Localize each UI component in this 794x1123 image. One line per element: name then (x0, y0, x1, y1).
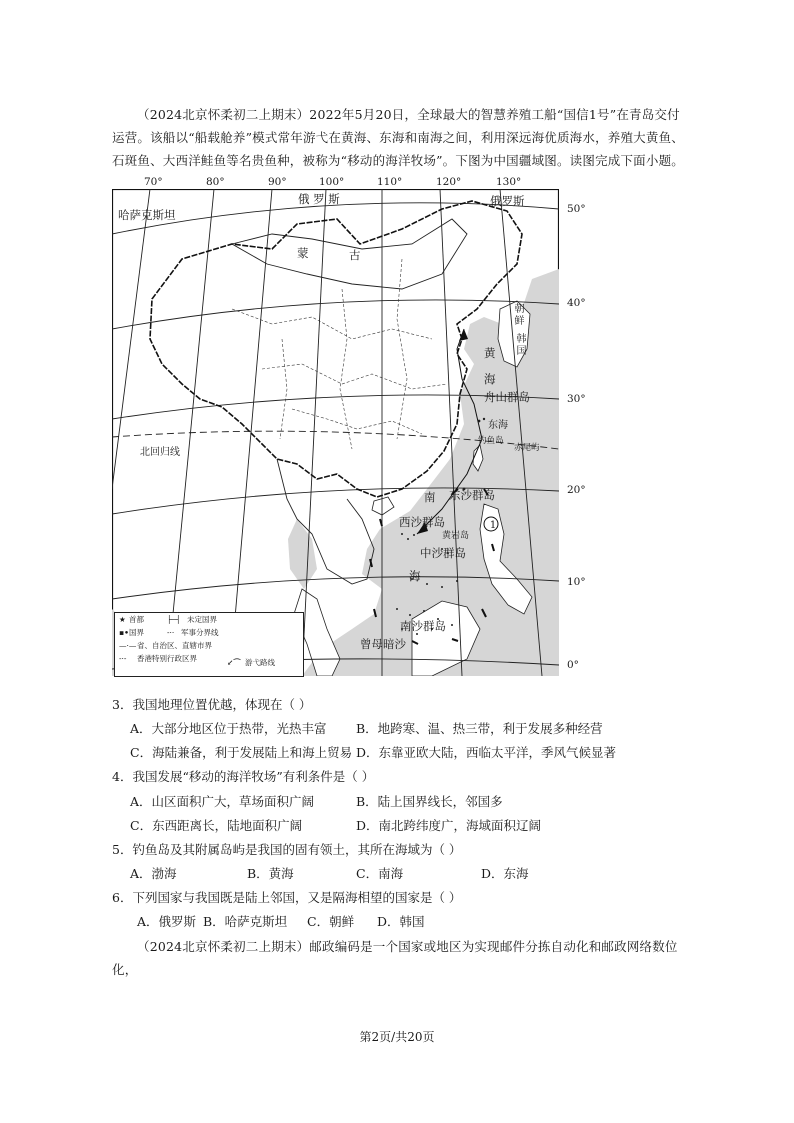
question-4-option-c: C．东西距离长，陆地面积广阔 (130, 818, 303, 833)
legend-hk: 香港特别行政区界 (137, 654, 197, 663)
label-zengmu: 曾母暗沙 (360, 637, 406, 651)
legend-hk-icon: -·- (119, 654, 127, 663)
label-dongsha: 东沙群岛 (449, 488, 495, 502)
lat-label-10: 10° (567, 576, 586, 588)
label-yellow-sea-1: 黄 (484, 346, 496, 360)
lon-label-100: 100° (319, 176, 345, 188)
page-footer: 第2页/共20页 (359, 1030, 435, 1044)
label-mongolia-2: 古 (349, 248, 361, 262)
question-4-option-d: D．南北跨纬度广，海域面积辽阔 (356, 818, 542, 833)
question-5-stem: 5．钓鱼岛及其附属岛屿是我国的固有领土，其所在海域为（ ） (112, 842, 462, 857)
legend-provincial: 省、自治区、直辖市界 (137, 641, 212, 650)
legend-undetermined: 未定国界 (187, 615, 217, 624)
question-3-option-b: B．地跨寒、温、热三带，利于发展多种经营 (356, 721, 603, 736)
legend-military: 军事分界线 (181, 628, 219, 637)
label-nansha: 南沙群岛 (400, 619, 446, 633)
lon-label-90: 90° (268, 176, 287, 188)
legend-provincial-icon: —·— (119, 641, 137, 650)
label-tropic-of-cancer: 北回归线 (140, 447, 180, 458)
china-territory-map (112, 189, 559, 676)
intro-line-2: 运营。该船以“船载舱养”模式常年游弋在黄海、东海和南海之间，利用深远海优质海水，养殖大黄鱼、 (112, 130, 684, 145)
label-huangyan: 黄岩岛 (442, 531, 470, 541)
lon-label-120: 120° (436, 176, 462, 188)
legend-route: 游弋路线 (245, 658, 275, 667)
label-mongolia-1: 蒙 (297, 246, 309, 260)
question-3-stem: 3．我国地理位置优越，体现在（ ） (112, 697, 312, 712)
question-5-option-d: D．东海 (481, 866, 529, 881)
question-3-option-a: A．大部分地区位于热带，光热丰富 (130, 721, 327, 736)
label-chiwei: 赤尾屿 (514, 443, 540, 453)
lon-label-80: 80° (206, 176, 225, 188)
marker-number: 1 (489, 520, 497, 531)
label-yellow-sea-2: 海 (484, 372, 496, 386)
legend-undetermined-icon: ├─┤ (167, 615, 181, 624)
intro-paragraph (112, 103, 687, 172)
lat-label-50: 50° (567, 203, 586, 215)
question-4-option-b: B．陆上国界线长，邻国多 (356, 794, 503, 809)
intro-line-3: 石斑鱼、大西洋鲑鱼等名贵鱼种，被称为“移动的海洋牧场”。下图为中国疆域图。读图完成下面小题。 (112, 153, 684, 168)
question-6-option-d: D．韩国 (377, 914, 425, 929)
lat-label-30: 30° (567, 393, 586, 405)
question-6-option-b: B．哈萨克斯坦 (203, 914, 288, 929)
map-drawing (112, 189, 559, 676)
question-5-option-c: C．南海 (356, 866, 404, 881)
next-paragraph: （2024北京怀柔初二上期末）邮政编码是一个国家或地区为实现邮件分拣自动化和邮政网络数位化， (112, 939, 678, 977)
question-3-option-c: C．海陆兼备，利于发展陆上和海上贸易 (130, 745, 353, 760)
label-diaoyu: 钓鱼岛 (478, 436, 504, 446)
legend-capital-icon: ★ (119, 615, 126, 624)
label-east-sea: 东海 (488, 420, 508, 431)
label-south-sea-1: 南 (424, 490, 436, 504)
label-south-sea-2: 海 (409, 569, 421, 583)
legend-route-icon: ↙⌒ (227, 658, 241, 667)
question-5-option-b: B．黄海 (247, 866, 294, 881)
label-south-korea: 韩国 (514, 333, 525, 357)
label-zhoushan: 舟山群岛 (484, 390, 530, 404)
map-legend (114, 612, 304, 677)
lat-label-40: 40° (567, 297, 586, 309)
question-5-option-a: A．渤海 (130, 866, 177, 881)
lon-label-110: 110° (377, 176, 403, 188)
question-4-stem: 4．我国发展“移动的海洋牧场”有利条件是（ ） (112, 769, 375, 784)
label-russia-east: 俄罗斯 (490, 194, 525, 208)
label-xisha: 西沙群岛 (399, 515, 445, 529)
question-4-option-a: A．山区面积广大，草场面积广阔 (130, 794, 315, 809)
lat-label-0: 0° (567, 659, 579, 671)
legend-national-icon: ▪• (119, 628, 129, 637)
lon-label-70: 70° (144, 176, 163, 188)
intro-line-1: （2024北京怀柔初二上期末）2022年5月20日，全球最大的智慧养殖工船“国信1号”在青岛交付 (137, 107, 680, 122)
legend-military-icon: -·· (167, 628, 175, 637)
lat-label-20: 20° (567, 484, 586, 496)
label-russia-west: 俄 罗 斯 (298, 192, 340, 206)
lon-label-130: 130° (496, 176, 522, 188)
legend-national: 国界 (129, 628, 144, 637)
label-kazakhstan: 哈萨克斯坦 (118, 208, 176, 222)
question-6-option-c: C．朝鲜 (307, 914, 355, 929)
question-3-option-d: D．东靠亚欧大陆，西临太平洋，季风气候显著 (356, 745, 617, 760)
label-north-korea: 朝鲜 (512, 303, 523, 327)
question-6-stem: 6．下列国家与我国既是陆上邻国，又是隔海相望的国家是（ ） (112, 890, 462, 905)
label-zhongsha: 中沙群岛 (420, 546, 466, 560)
legend-capital: 首都 (129, 615, 144, 624)
question-6-option-a: A．俄罗斯 (137, 914, 197, 929)
